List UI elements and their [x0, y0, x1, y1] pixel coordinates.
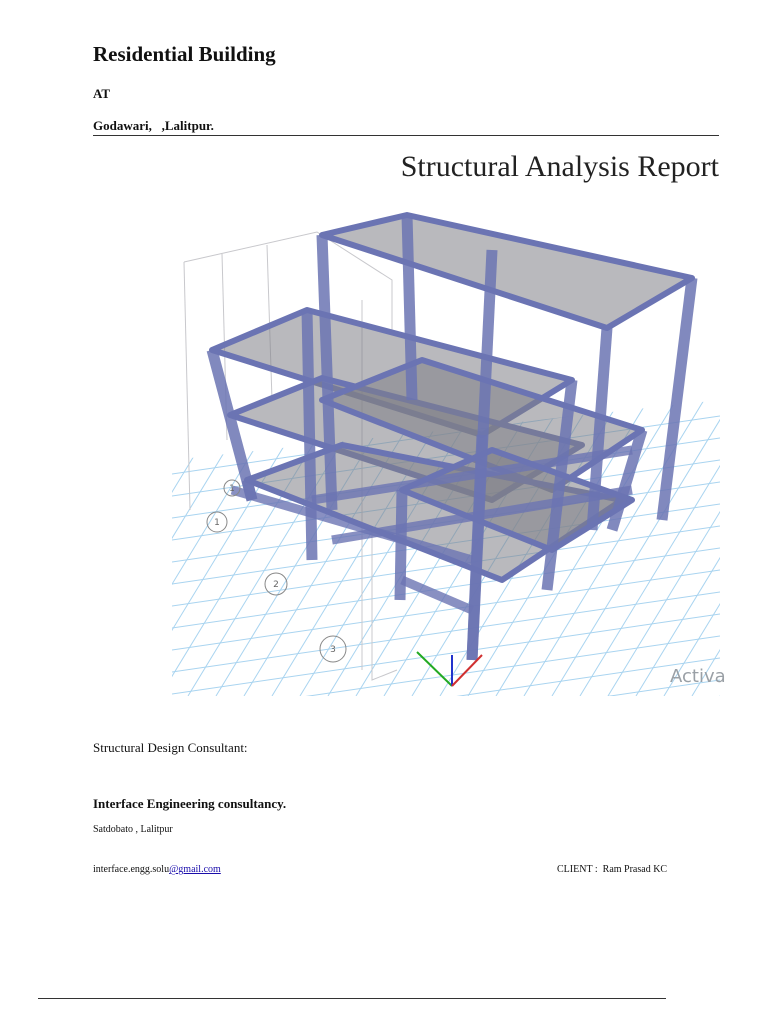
grid-line [0, 400, 4, 696]
consultant-email [93, 864, 221, 875]
header-divider [93, 135, 719, 136]
grid-line [20, 400, 200, 696]
grid-line [692, 400, 768, 696]
grid-line [172, 680, 720, 760]
floor-slabs [212, 215, 692, 580]
grid-label: 1 [229, 484, 235, 494]
structural-frame-icon [172, 200, 726, 696]
project-title: Residential Building [93, 42, 276, 66]
grid-label: 3 [330, 645, 336, 655]
grid-line [748, 400, 768, 696]
grid-line [172, 570, 720, 650]
grid-line [0, 400, 88, 696]
grid-line [172, 1010, 720, 1024]
grid-line [104, 400, 284, 696]
grid-line [0, 400, 116, 696]
grid-line [0, 400, 144, 696]
grid-line [172, 812, 720, 892]
grid-line [172, 64, 720, 144]
grid-label: 2 [273, 580, 279, 590]
grid-line [172, 878, 720, 958]
consultant-address: Satdobato , Lalitpur [93, 824, 173, 835]
grid-line [48, 400, 228, 696]
grid-line [172, 0, 720, 12]
grid-line [0, 400, 32, 696]
grid-line [172, 922, 720, 1002]
grid-line [172, 988, 720, 1024]
consultant-label: Structural Design Consultant: [93, 740, 248, 755]
footer-divider [38, 998, 666, 999]
project-at-label: AT [93, 86, 111, 101]
grid-label: 1 [214, 518, 220, 528]
grid-line [76, 400, 256, 696]
grid-line [172, 0, 720, 34]
grid-line [172, 944, 720, 1024]
structural-model-figure [172, 200, 726, 696]
grid-line [0, 400, 60, 696]
grid-line [636, 400, 768, 696]
grid-line [172, 702, 720, 782]
report-title: Structural Analysis Report [400, 150, 719, 183]
client-name: CLIENT : Ram Prasad KC [557, 864, 668, 875]
grid-line [172, 614, 720, 694]
project-location: Godawari, ,Lalitpur. [93, 118, 214, 133]
grid-line [132, 400, 312, 696]
grid-line [0, 400, 172, 696]
grid-line [720, 400, 768, 696]
email-prefix: interface.engg.solu [93, 864, 170, 875]
grid-line [172, 724, 720, 804]
grid-line [172, 966, 720, 1024]
email-link[interactable]: @gmail.com [169, 864, 221, 875]
watermark-text: Activa [670, 666, 726, 687]
grid-line [172, 900, 720, 980]
grid-line [172, 658, 720, 738]
grid-line [172, 636, 720, 716]
consultant-firm: Interface Engineering consultancy. [93, 796, 287, 811]
grid-line [172, 592, 720, 672]
grid-line [172, 746, 720, 826]
